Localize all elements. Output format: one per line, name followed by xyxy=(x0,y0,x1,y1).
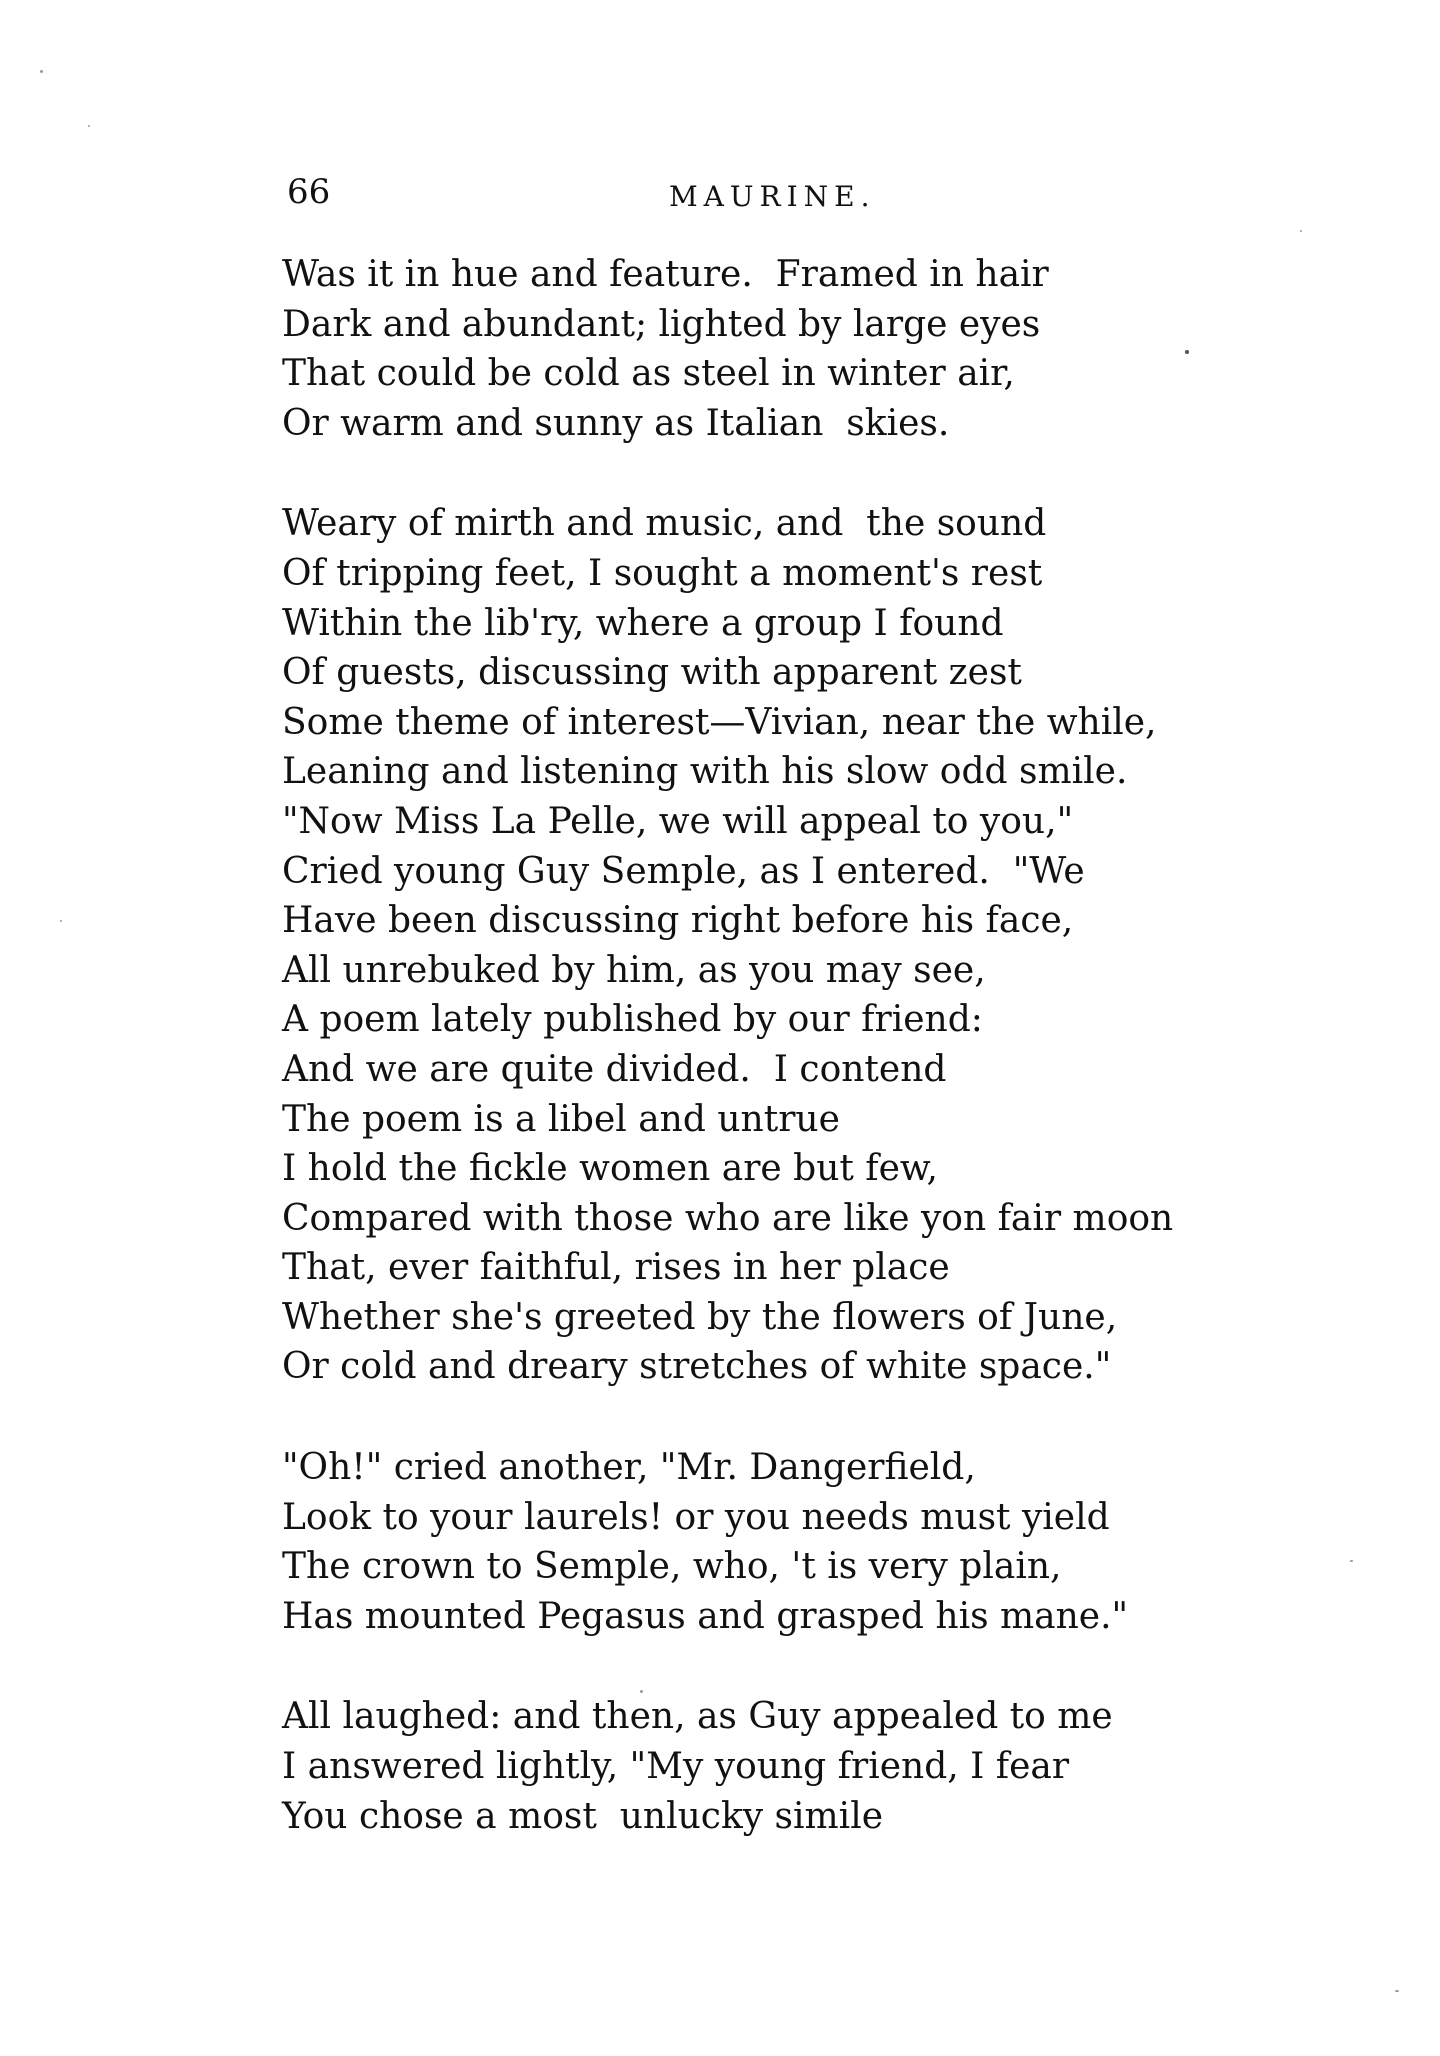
poem-line: The crown to Semple, who, 't is very plain, xyxy=(282,1546,1062,1588)
page-number: 66 xyxy=(287,172,331,212)
stanza xyxy=(282,499,1282,1392)
poem-line: Of guests, discussing with apparent zest xyxy=(282,652,1022,694)
poem-line: All laughed: and then, as Guy appealed to me xyxy=(282,1696,1113,1738)
poem-line: Leaning and listening with his slow odd smile. xyxy=(282,751,1128,793)
poem-line: Some theme of interest—Vivian, near the while, xyxy=(282,701,1157,743)
running-title: MAURINE. xyxy=(669,180,876,213)
poem-body xyxy=(282,250,1282,1841)
poem-line: You chose a most unlucky simile xyxy=(282,1795,884,1837)
scan-speck xyxy=(640,1690,643,1693)
poem-line: Or cold and dreary stretches of white space." xyxy=(282,1346,1112,1388)
stanza-break xyxy=(282,1641,1282,1692)
poem-line: And we are quite divided. I contend xyxy=(282,1048,947,1090)
scan-speck xyxy=(88,125,90,127)
scan-speck xyxy=(1395,1990,1399,1992)
poem-line: Look to your laurels! or you needs must yield xyxy=(282,1496,1110,1538)
stanza-break xyxy=(282,448,1282,499)
poem-line: A poem lately published by our friend: xyxy=(282,999,983,1041)
poem-line: I hold the fickle women are but few, xyxy=(282,1148,938,1190)
poem-line: "Oh!" cried another, "Mr. Dangerfield, xyxy=(282,1447,976,1489)
poem-line: Whether she's greeted by the flowers of June, xyxy=(282,1296,1118,1338)
poem-line: Have been discussing right before his face, xyxy=(282,900,1074,942)
poem-line: Dark and abundant; lighted by large eyes xyxy=(282,303,1041,345)
scan-speck xyxy=(40,70,43,73)
stanza xyxy=(282,1692,1282,1841)
poem-line: "Now Miss La Pelle, we will appeal to you," xyxy=(282,800,1074,842)
poem-line: Within the lib'ry, where a group I found xyxy=(282,602,1004,644)
stanza xyxy=(282,1443,1282,1641)
poem-line: Cried young Guy Semple, as I entered. "We xyxy=(282,850,1085,892)
poem-line: Or warm and sunny as Italian skies. xyxy=(282,402,950,444)
stanza xyxy=(282,250,1282,448)
poem-line: All unrebuked by him, as you may see, xyxy=(282,949,986,991)
scan-speck xyxy=(1350,1560,1353,1562)
scan-speck xyxy=(1185,350,1189,354)
poem-line: Weary of mirth and music, and the sound xyxy=(282,503,1047,545)
scan-speck xyxy=(1300,230,1302,232)
scan-speck xyxy=(60,920,62,922)
poem-line: Has mounted Pegasus and grasped his mane." xyxy=(282,1595,1129,1637)
poem-line: I answered lightly, "My young friend, I fear xyxy=(282,1746,1070,1788)
poem-line: That, ever faithful, rises in her place xyxy=(282,1247,950,1289)
stanza-break xyxy=(282,1392,1282,1443)
poem-line: That could be cold as steel in winter air, xyxy=(282,353,1015,395)
poem-line: Was it in hue and feature. Framed in hair xyxy=(282,254,1049,295)
poem-line: Of tripping feet, I sought a moment's rest xyxy=(282,552,1043,594)
poem-line: The poem is a libel and untrue xyxy=(282,1098,840,1140)
poem-line: Compared with those who are like yon fair moon xyxy=(282,1197,1174,1239)
